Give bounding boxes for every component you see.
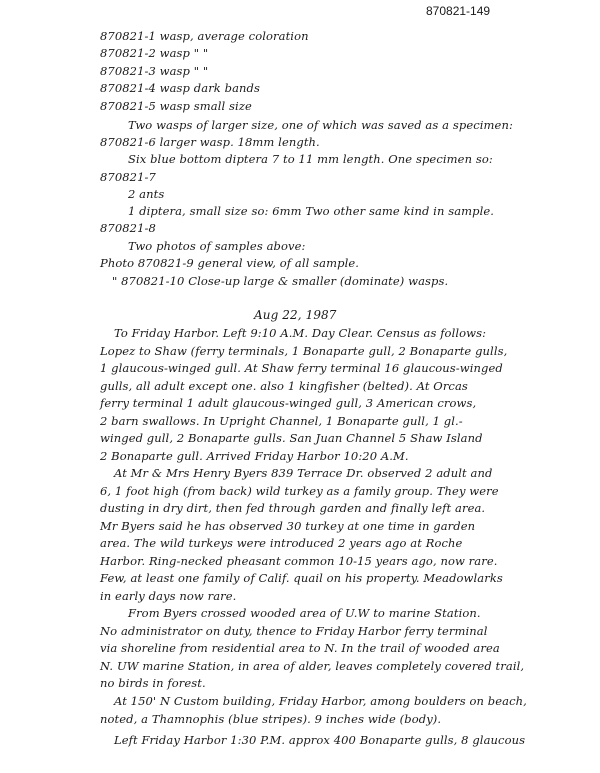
note-line: area. The wild turkeys were introduced 2 years ago at Roche — [100, 536, 463, 550]
note-line: 6, 1 foot high (from back) wild turkey as a family group. They were — [100, 484, 499, 498]
note-line: Lopez to Shaw (ferry terminals, 1 Bonaparte gull, 2 Bonaparte gulls, — [100, 344, 508, 358]
note-line: dusting in dry dirt, then fed through garden and finally left area. — [100, 501, 486, 515]
note-line: Six blue bottom diptera 7 to 11 mm length. One specimen so: — [128, 152, 493, 166]
note-line: winged gull, 2 Bonaparte gulls. San Juan Channel 5 Shaw Island — [100, 431, 483, 445]
note-line: N. UW marine Station, in area of alder, leaves completely covered trail, — [100, 659, 525, 673]
note-line: 1 glaucous-winged gull. At Shaw ferry terminal 16 glaucous-winged — [100, 361, 503, 375]
note-line: 2 barn swallows. In Upright Channel, 1 Bonaparte gull, 1 gl.- — [100, 414, 463, 428]
note-line: To Friday Harbor. Left 9:10 A.M. Day Clear. Census as follows: — [114, 326, 487, 340]
note-line: no birds in forest. — [100, 676, 206, 690]
entry-date: Aug 22, 1987 — [254, 308, 337, 322]
note-line: Photo 870821-9 general view, of all sample. — [100, 256, 360, 270]
note-line: 870821-5 wasp small size — [100, 99, 252, 113]
note-line: via shoreline from residential area to N. In the trail of wooded area — [100, 641, 500, 655]
note-line: Two photos of samples above: — [128, 239, 306, 253]
note-line: Two wasps of larger size, one of which was saved as a specimen: — [128, 118, 513, 132]
note-line: 870821-2 wasp " " — [100, 46, 209, 60]
note-line: gulls, all adult except one. also 1 kingfisher (belted). At Orcas — [100, 379, 468, 393]
note-line: 870821-6 larger wasp. 18mm length. — [100, 135, 320, 149]
note-line: noted, a Thamnophis (blue stripes). 9 inches wide (body). — [100, 712, 442, 726]
note-line: From Byers crossed wooded area of U.W to marine Station. — [128, 606, 481, 620]
note-line: Mr Byers said he has observed 30 turkey at one time in garden — [100, 519, 476, 533]
note-line: 870821-1 wasp, average coloration — [100, 29, 309, 43]
note-line: 2 Bonaparte gull. Arrived Friday Harbor 10:20 A.M. — [100, 449, 409, 463]
page-id: 870821-149 — [426, 4, 491, 18]
note-line: 870821-7 — [100, 170, 156, 184]
note-line: 1 diptera, small size so: 6mm Two other same kind in sample. — [128, 204, 495, 218]
note-line: 870821-3 wasp " " — [100, 64, 209, 78]
note-line: Few, at least one family of Calif. quail on his property. Meadowlarks — [100, 571, 503, 585]
note-line: 870821-4 wasp dark bands — [100, 81, 261, 95]
note-line: Left Friday Harbor 1:30 P.M. approx 400 Bonaparte gulls, 8 glaucous — [114, 733, 526, 747]
note-line: 870821-8 — [100, 221, 156, 235]
note-line: No administrator on duty, thence to Friday Harbor ferry terminal — [100, 624, 488, 638]
note-line: " 870821-10 Close-up large & smaller (dominate) wasps. — [112, 274, 449, 288]
note-line: At 150' N Custom building, Friday Harbor, among boulders on beach, — [114, 694, 527, 708]
note-line: 2 ants — [128, 187, 165, 201]
note-line: ferry terminal 1 adult glaucous-winged gull, 3 American crows, — [100, 396, 477, 410]
note-line: Harbor. Ring-necked pheasant common 10-15 years ago, now rare. — [100, 554, 498, 568]
note-line: At Mr & Mrs Henry Byers 839 Terrace Dr. observed 2 adult and — [114, 466, 493, 480]
note-line: in early days now rare. — [100, 589, 237, 603]
